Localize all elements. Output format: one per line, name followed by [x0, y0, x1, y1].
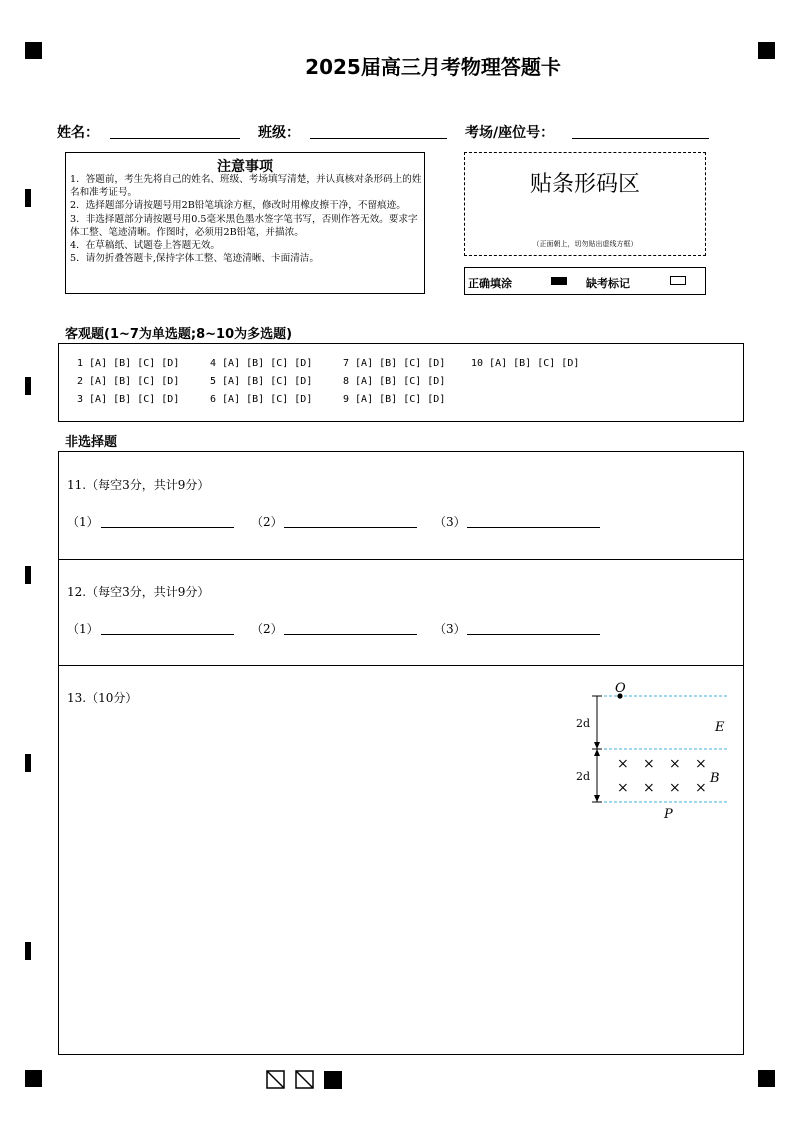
magnetic-field-cross: ×: [695, 780, 707, 796]
mc-question-1[interactable]: 1 [A] [B] [C] [D]: [77, 358, 180, 369]
magnetic-field-cross: ×: [643, 756, 655, 772]
label-point-p: P: [664, 807, 673, 822]
magnetic-field-cross: ×: [617, 780, 629, 796]
notice-box: [65, 152, 425, 294]
class-label: 班级：: [258, 125, 300, 141]
q12-heading: 12.（每空3分，共计9分）: [67, 585, 210, 599]
mc-question-3[interactable]: 3 [A] [B] [C] [D]: [77, 394, 180, 405]
timing-mark: [25, 942, 31, 960]
divider: [59, 559, 743, 560]
mc-question-9[interactable]: 9 [A] [B] [C] [D]: [343, 394, 446, 405]
code-box-filled: [324, 1071, 342, 1089]
q12-blank-3[interactable]: [467, 634, 600, 635]
page-title: 2025届高三月考物理答题卡: [305, 55, 561, 79]
magnetic-field-cross: ×: [669, 780, 681, 796]
magnetic-field-cross: ×: [669, 756, 681, 772]
seat-label: 考场/座位号：: [465, 125, 555, 141]
magnetic-field-cross: ×: [643, 780, 655, 796]
magnetic-field-cross: ×: [617, 756, 629, 772]
name-field[interactable]: [110, 138, 240, 139]
barcode-area: [464, 152, 706, 256]
fill-legend: [464, 267, 706, 295]
mc-question-2[interactable]: 2 [A] [B] [C] [D]: [77, 376, 180, 387]
q11-blank-1[interactable]: [101, 527, 234, 528]
mc-question-10[interactable]: 10 [A] [B] [C] [D]: [471, 358, 580, 369]
mc-question-4[interactable]: 4 [A] [B] [C] [D]: [210, 358, 313, 369]
timing-mark: [25, 189, 31, 207]
class-field[interactable]: [310, 138, 447, 139]
absent-mark-box[interactable]: [670, 276, 686, 285]
q11-blank-3[interactable]: [467, 527, 600, 528]
correct-fill-label: 正确填涂: [468, 277, 512, 290]
subjective-section-title: 非选择题: [65, 435, 118, 450]
q12-blank-2-label: （2）: [251, 622, 283, 636]
magnetic-field-cross: ×: [695, 756, 707, 772]
notice-item: 2．选择题部分请按题号用2B铅笔填涂方框，修改时用橡皮擦干净，不留痕迹。: [70, 200, 406, 212]
barcode-hint: （正面朝上，切勿贴出虚线方框）: [532, 240, 638, 248]
timing-mark: [25, 566, 31, 584]
label-field-e: E: [715, 720, 725, 735]
q12-blank-1-label: （1）: [67, 622, 99, 636]
label-point-o: O: [615, 681, 626, 696]
q12-blank-2[interactable]: [284, 634, 417, 635]
notice-item: 5．请勿折叠答题卡,保持字体工整、笔迹清晰、卡面清洁。: [70, 253, 319, 265]
timing-mark: [25, 377, 31, 395]
mc-question-5[interactable]: 5 [A] [B] [C] [D]: [210, 376, 313, 387]
q12-blank-1[interactable]: [101, 634, 234, 635]
objective-section-title: 客观题(1~7为单选题;8~10为多选题): [65, 327, 293, 342]
mc-question-7[interactable]: 7 [A] [B] [C] [D]: [343, 358, 446, 369]
q13-figure: [569, 674, 739, 824]
q11-blank-1-label: （1）: [67, 515, 99, 529]
timing-mark: [25, 754, 31, 772]
absent-mark-label: 缺考标记: [586, 277, 630, 290]
q13-heading: 13.（10分）: [67, 691, 138, 705]
name-label: 姓名：: [57, 125, 99, 141]
arrowhead-lower-down: [594, 795, 600, 802]
objective-answer-box: [58, 343, 744, 422]
notice-title: 注意事项: [217, 159, 273, 175]
mc-question-6[interactable]: 6 [A] [B] [C] [D]: [210, 394, 313, 405]
seat-field[interactable]: [572, 138, 709, 139]
label-2d-lower: 2d: [576, 770, 591, 783]
code-slash-2: [296, 1071, 313, 1088]
q11-blank-2-label: （2）: [251, 515, 283, 529]
arrowhead-upper-down: [594, 742, 600, 749]
q12-blank-3-label: （3）: [434, 622, 466, 636]
registration-mark-bottom-left: [25, 1070, 42, 1087]
barcode-title: 贴条形码区: [529, 172, 640, 197]
mc-question-8[interactable]: 8 [A] [B] [C] [D]: [343, 376, 446, 387]
label-2d-upper: 2d: [576, 717, 591, 730]
notice-item: 4．在草稿纸、试题卷上答题无效。: [70, 240, 221, 252]
notice-list: [70, 173, 422, 265]
page-code-marks: [266, 1070, 344, 1090]
label-field-b: B: [710, 771, 720, 786]
notice-item: 3．非选择题部分请按题号用0.5毫米黑色墨水签字笔书写，否则作答无效。要求字体工整、笔迹清晰。作图时，必须用2B铅笔，并描浓。: [70, 213, 418, 238]
registration-mark-bottom-right: [758, 1070, 775, 1087]
q11-heading: 11.（每空3分，共计9分）: [67, 478, 210, 492]
code-slash-1: [267, 1071, 284, 1088]
correct-fill-sample: [551, 277, 567, 285]
notice-item: 1．答题前，考生先将自己的姓名、班级、考场填写清楚，并认真核对条形码上的姓名和准考证号。: [70, 174, 422, 199]
subjective-answer-box: [58, 451, 744, 1055]
q11-blank-2[interactable]: [284, 527, 417, 528]
q11-blank-3-label: （3）: [434, 515, 466, 529]
